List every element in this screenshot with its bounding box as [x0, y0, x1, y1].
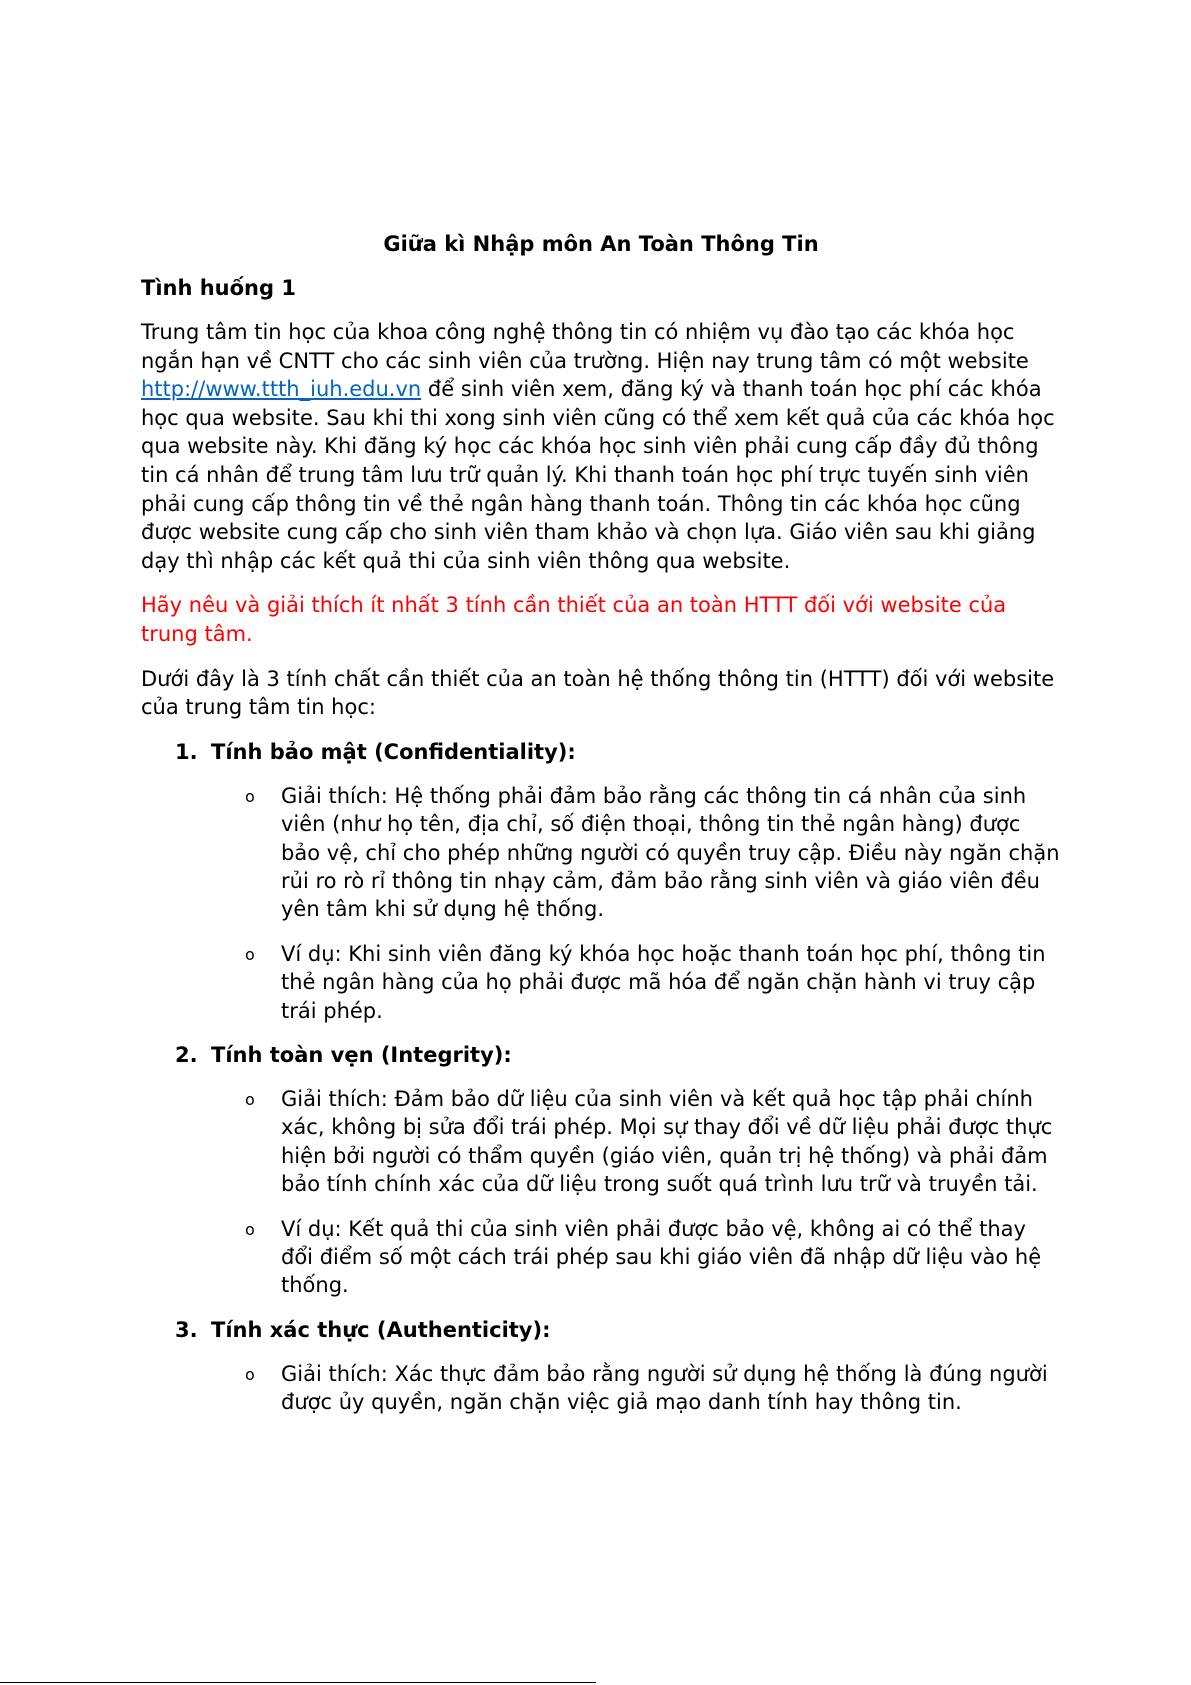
section-title: [141, 1316, 1061, 1344]
section-title-text: Tính xác thực (Authenticity):: [211, 1317, 551, 1342]
intro-text-after: để sinh viên xem, đăng ký và thanh toán học phí các khóa học qua website. Sau khi thi xong sinh viên cũng có thể xem kết quả của các khóa học qua website này. Khi đăng ký học các khóa học sinh viên phải cung cấp đầy đủ thông tin cá nhân để trung tâm lưu trữ quản lý. Khi thanh toán học phí trực tuyến sinh viên phải cung cấp thông tin về thẻ ngân hàng thanh toán. Thông tin các khóa học cũng được website cung cấp cho sinh viên tham khảo và chọn lựa. Giáo viên sau khi giảng dạy thì nhập các kết quả thi của sinh viên thông qua website.: [141, 377, 1055, 573]
bullet-circle-icon: o: [245, 1089, 255, 1109]
answer-intro-paragraph: Dưới đây là 3 tính chất cần thiết của an toàn hệ thống thông tin (HTTT) đối với website của trung tâm tin học:: [141, 666, 1055, 720]
website-link[interactable]: http://www.ttth_iuh.edu.vn: [141, 377, 422, 402]
intro-text-before: Trung tâm tin học của khoa công nghệ thông tin có nhiệm vụ đào tạo các khóa học ngắn hạn về CNTT cho các sinh viên của trường. Hiện nay trung tâm có một website: [141, 320, 1029, 373]
list-item-text: Ví dụ: Khi sinh viên đăng ký khóa học hoặc thanh toán học phí, thông tin thẻ ngân hàng của họ phải được mã hóa để ngăn chặn hành vi truy cập trái phép.: [281, 941, 1046, 1023]
section-title: [141, 1041, 1061, 1069]
document-page: [141, 230, 1061, 1433]
case-heading: Tình huống 1: [141, 276, 296, 300]
question-paragraph: Hãy nêu và giải thích ít nhất 3 tính cần thiết của an toàn HTTT đối với website của trung tâm.: [141, 593, 1007, 646]
section-title: [141, 738, 1061, 766]
bullet-circle-icon: o: [245, 944, 255, 964]
section-integrity: [141, 1041, 1061, 1300]
section-number: 1.: [175, 739, 198, 764]
list-item: [141, 1215, 1061, 1300]
section-title-text: Tính bảo mật (Confidentiality):: [211, 739, 576, 764]
bullet-circle-icon: o: [245, 1219, 255, 1239]
list-item: [141, 1085, 1061, 1199]
document-title: Giữa kì Nhập môn An Toàn Thông Tin: [383, 232, 819, 256]
section-number: 3.: [175, 1317, 198, 1342]
list-item-text: Ví dụ: Kết quả thi của sinh viên phải được bảo vệ, không ai có thể thay đổi điểm số một cách trái phép sau khi giáo viên đã nhập dữ liệu vào hệ thống.: [281, 1216, 1042, 1298]
bullet-circle-icon: o: [245, 786, 255, 806]
intro-paragraph: [141, 318, 1061, 575]
section-confidentiality: [141, 738, 1061, 1025]
bullet-circle-icon: o: [245, 1364, 255, 1384]
section-authenticity: [141, 1316, 1061, 1417]
footnote-divider: [0, 1682, 596, 1683]
list-item-text: Giải thích: Hệ thống phải đảm bảo rằng các thông tin cá nhân của sinh viên (như họ tên, địa chỉ, số điện thoại, thông tin thẻ ngân hàng) được bảo vệ, chỉ cho phép những người có quyền truy cập. Điều này ngăn chặn rủi ro rò rỉ thông tin nhạy cảm, đảm bảo rằng sinh viên và giáo viên đều yên tâm khi sử dụng hệ thống.: [281, 783, 1060, 922]
section-number: 2.: [175, 1042, 198, 1067]
list-item-text: Giải thích: Đảm bảo dữ liệu của sinh viên và kết quả học tập phải chính xác, không bị sửa đổi trái phép. Mọi sự thay đổi về dữ liệu phải được thực hiện bởi người có thẩm quyền (giáo viên, quản trị hệ thống) và phải đảm bảo tính chính xác của dữ liệu trong suốt quá trình lưu trữ và truyền tải.: [281, 1086, 1053, 1197]
section-title-text: Tính toàn vẹn (Integrity):: [211, 1042, 512, 1067]
list-item: [141, 1360, 1061, 1417]
list-item: [141, 782, 1061, 924]
list-item: [141, 940, 1061, 1025]
list-item-text: Giải thích: Xác thực đảm bảo rằng người sử dụng hệ thống là đúng người được ủy quyền, ngăn chặn việc giả mạo danh tính hay thông tin.: [281, 1361, 1048, 1415]
